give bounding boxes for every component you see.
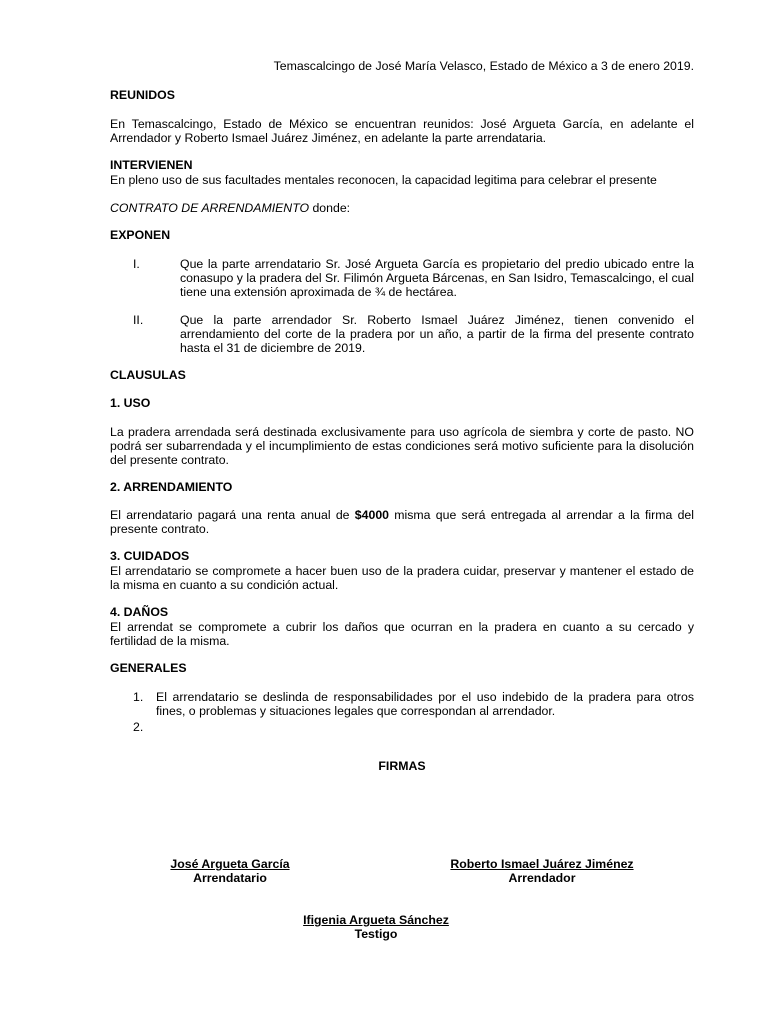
generales-item-num: 2. [133,720,144,734]
arrendamiento-text-before: El arrendatario pagará una renta anual de [110,508,355,522]
generales-item-num: 1. [133,690,144,704]
signer-role: Arrendatario [193,871,267,885]
generales-item-text: El arrendatario se deslinda de responsabilidades por el uso indebido de la pradera para otros fines, o problemas y situaciones legales que correspondan al arrendador. [156,690,694,718]
firmas-heading: FIRMAS [378,759,426,773]
signature-block [264,913,488,941]
contract-title: CONTRATO DE ARRENDAMIENTO [110,201,310,215]
arrendamiento-text-after: misma que será entregada al arrendar a la firma del presente contrato. [110,508,695,536]
exponen-heading: EXPONEN [110,228,171,242]
signer-name: José Argueta García [170,857,290,871]
clausulas-heading: CLAUSULAS [110,368,186,382]
danos-text: El arrendat se compromete a cubrir los daños que ocurran en la pradera en cuanto a su cercado y fertilidad de la misma. [110,620,694,648]
reunidos-heading: REUNIDOS [110,88,175,102]
place-date: Temascalcingo de José María Velasco, Estado de México a 3 de enero 2019. [273,59,694,73]
uso-heading: 1. USO [110,396,151,410]
reunidos-text: En Temascalcingo, Estado de México se encuentran reunidos: José Argueta García, en adelante el Arrendador y Roberto Ismael Juárez Jiménez, en adelante la parte arrendataria. [110,117,694,145]
signature-block [412,857,672,885]
signer-role: Arrendador [508,871,576,885]
intervienen-heading: INTERVIENEN [110,158,193,172]
generales-heading: GENERALES [110,661,187,675]
exponen-item-text: Que la parte arrendatario Sr. José Argueta García es propietario del predio ubicado entre la conasupo y la pradera del Sr. Filimón Argueta Bárcenas, en San Isidro, Temascalcingo, el cual tiene una extensión aproximada de ¾ de hectárea. [180,257,694,299]
arrendamiento-heading: 2. ARRENDAMIENTO [110,480,233,494]
rent-amount: $4000 [354,508,389,522]
intervienen-contract-line [110,201,694,215]
signer-name: Ifigenia Argueta Sánchez [303,913,449,927]
signer-role: Testigo [354,927,398,941]
arrendamiento-text [110,508,694,536]
danos-heading: 4. DAÑOS [110,605,169,619]
signer-name: Roberto Ismael Juárez Jiménez [450,857,634,871]
uso-text: La pradera arrendada será destinada exclusivamente para uso agrícola de siembra y corte de pasto. NO podrá ser subarrendada y el incumplimiento de estas condiciones será motivo suficiente para la disolución del presente contrato. [110,425,694,467]
cuidados-heading: 3. CUIDADOS [110,549,190,563]
signature-block [130,857,330,885]
cuidados-text: El arrendatario se compromete a hacer buen uso de la pradera cuidar, preservar y mantener el estado de la misma en cuanto a su condición actual. [110,564,694,592]
exponen-item-num: I. [133,257,140,271]
intervienen-text: En pleno uso de sus facultades mentales reconocen, la capacidad legitima para celebrar el presente [110,173,657,187]
exponen-item-text: Que la parte arrendador Sr. Roberto Ismael Juárez Jiménez, tienen convenido el arrendamiento del corte de la pradera por un año, a partir de la firma del presente contrato hasta el 31 de diciembre de 2019. [180,313,694,355]
exponen-item-num: II. [133,313,144,327]
contract-after: donde: [309,201,351,215]
